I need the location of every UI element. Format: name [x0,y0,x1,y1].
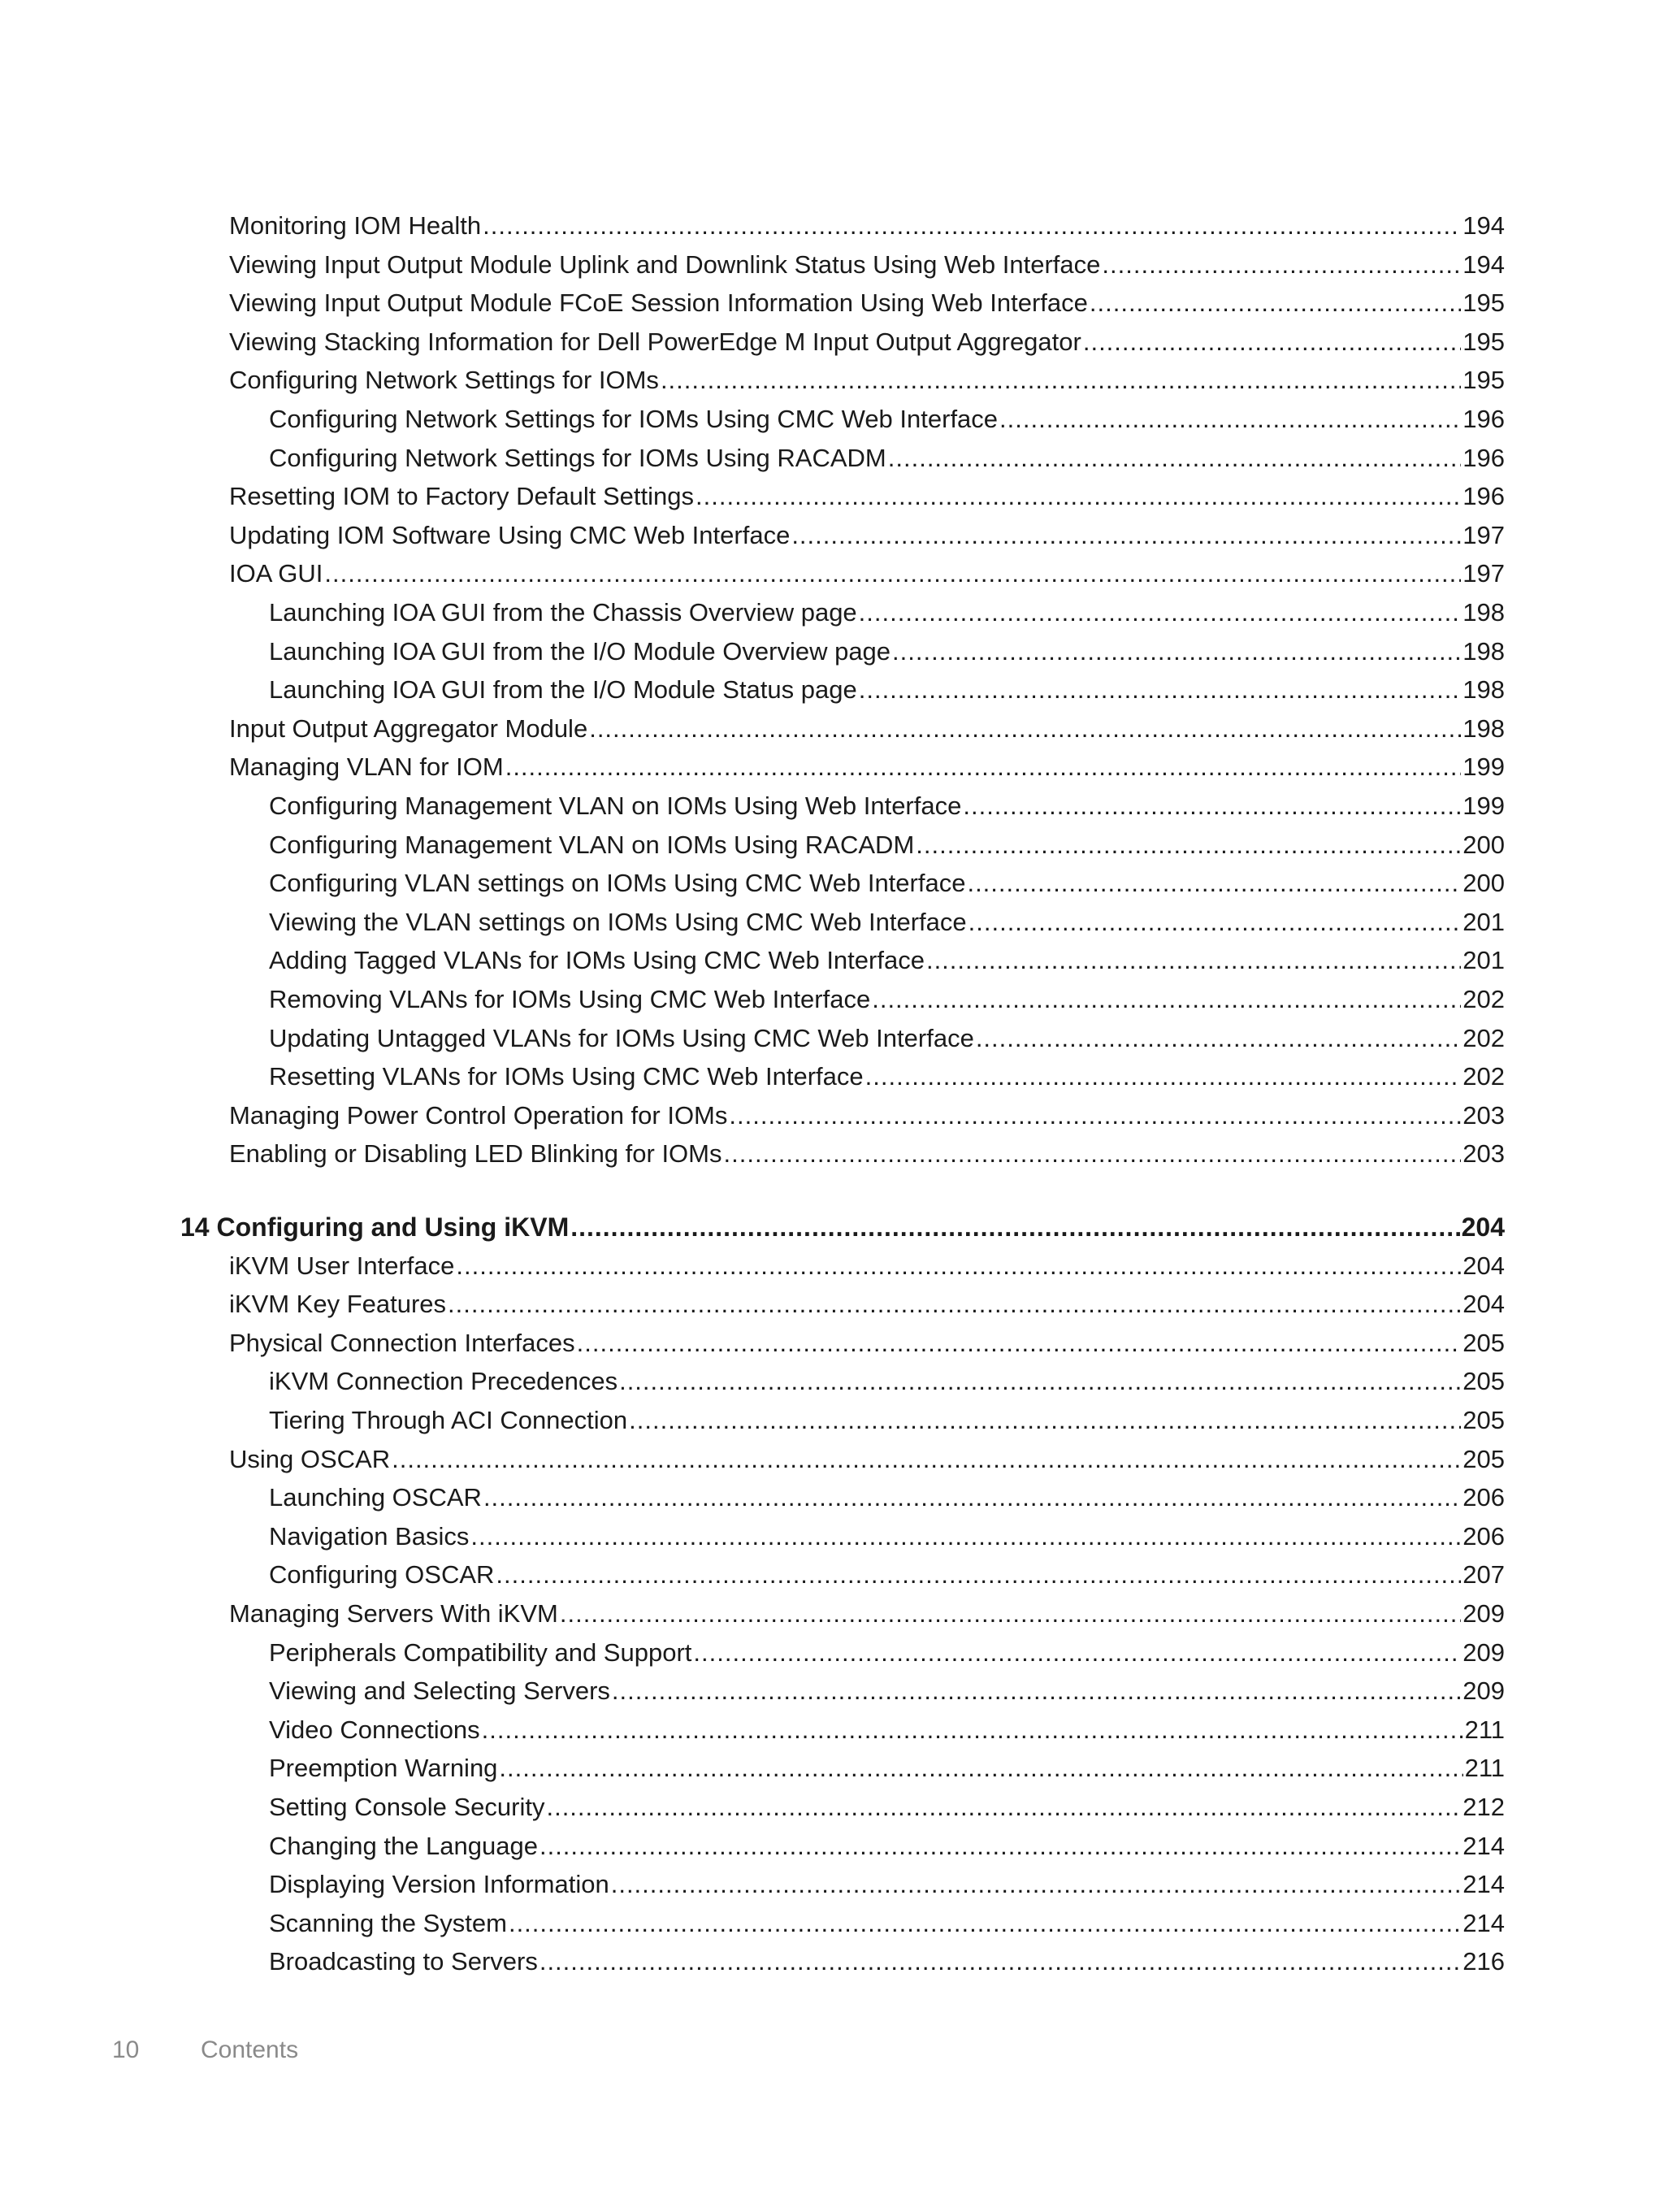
toc-entry-page: 197 [1462,521,1505,549]
toc-entry-page: 198 [1462,714,1505,743]
toc-entry-title: Managing Power Control Operation for IOMs [229,1101,728,1130]
toc-entry-title: Configuring Network Settings for IOMs Using RACADM [269,444,886,472]
dot-leader [577,1324,1462,1363]
toc-chapter-entry[interactable] [180,1208,1505,1247]
toc-entry-title: Launching IOA GUI from the I/O Module Overview page [269,637,891,666]
toc-entry[interactable] [269,1749,1505,1788]
toc-entry[interactable] [229,1096,1505,1135]
toc-entry-title: Configuring VLAN settings on IOMs Using CMC Web Interface [269,869,966,897]
toc-entry-page: 206 [1462,1483,1505,1512]
toc-entry-title: Preemption Warning [269,1754,498,1782]
toc-entry-title: Video Connections [269,1715,480,1744]
toc-entry-title: Configuring Network Settings for IOMs [229,366,659,394]
toc-entry-title: Launching IOA GUI from the Chassis Overview page [269,598,857,627]
dot-leader [963,787,1461,826]
dot-leader [865,1057,1462,1096]
dot-leader [967,864,1461,903]
toc-entry-title: Monitoring IOM Health [229,211,482,240]
toc-entry[interactable] [229,361,1505,400]
toc-entry-title: 14 Configuring and Using iKVM [180,1212,570,1242]
dot-leader [483,1478,1461,1517]
toc-entry-page: 195 [1462,366,1505,394]
toc-entry-title: Setting Console Security [269,1793,545,1821]
footer-section-label: Contents [201,2036,299,2063]
dot-leader [448,1285,1461,1324]
dot-leader [729,1096,1461,1135]
dot-leader [1083,323,1461,362]
toc-entry-title: Using OSCAR [229,1445,391,1473]
dot-leader [570,1208,1459,1247]
dot-leader [499,1749,1462,1788]
toc-entry-title: Removing VLANs for IOMs Using CMC Web Interface [269,985,871,1013]
toc-entry[interactable] [269,941,1505,980]
toc-entry[interactable] [269,864,1505,903]
dot-leader [724,1134,1462,1173]
toc-entry-page: 207 [1462,1560,1505,1589]
toc-entry-title: Enabling or Disabling LED Blinking for IOMs [229,1139,722,1168]
toc-entry[interactable] [269,1362,1505,1401]
toc-entry-title: Viewing Stacking Information for Dell PowerEdge M Input Output Aggregator [229,327,1081,356]
toc-entry-page: 198 [1462,598,1505,627]
toc-entry-title: Changing the Language [269,1832,538,1860]
toc-entry-title: iKVM Key Features [229,1290,447,1318]
dot-leader [968,903,1462,942]
toc-entry[interactable] [229,284,1505,323]
toc-entry-page: 199 [1462,792,1505,820]
toc-entry-page: 196 [1462,482,1505,510]
dot-leader [916,826,1461,865]
dot-leader [629,1401,1461,1440]
toc-entry-page: 214 [1462,1832,1505,1860]
toc-entry-page: 195 [1462,288,1505,317]
toc-entry[interactable] [269,1057,1505,1096]
toc-entry-page: 203 [1462,1101,1505,1130]
toc-entry-page: 214 [1462,1909,1505,1937]
dot-leader [859,593,1462,632]
toc-entry-title: Peripherals Compatibility and Support [269,1638,692,1667]
toc-entry-title: Managing Servers With iKVM [229,1599,558,1628]
toc-entry-page: 198 [1462,637,1505,666]
dot-leader [589,709,1461,748]
dot-leader [611,1865,1462,1904]
toc-entry-page: 205 [1462,1329,1505,1357]
toc-entry[interactable] [229,206,1505,245]
toc-entry-title: iKVM Connection Precedences [269,1367,618,1395]
dot-leader [619,1362,1461,1401]
toc-entry-page: 196 [1462,405,1505,433]
toc-entry-title: Input Output Aggregator Module [229,714,588,743]
toc-entry-page: 205 [1462,1445,1505,1473]
dot-leader [612,1672,1461,1711]
toc-entry-page: 194 [1462,250,1505,279]
toc-entry-title: Displaying Version Information [269,1870,609,1898]
toc-entry-title: Configuring OSCAR [269,1560,495,1589]
dot-leader [470,1517,1461,1556]
toc-entry-page: 203 [1462,1139,1505,1168]
toc-entry-page: 201 [1462,908,1505,936]
dot-leader [661,361,1461,400]
toc-entry[interactable] [229,477,1505,516]
dot-leader [392,1440,1461,1479]
toc-entry-page: 211 [1464,1754,1505,1782]
toc-entry[interactable] [229,1324,1505,1363]
dot-leader [560,1594,1461,1633]
footer-page-number: 10 [112,2036,140,2063]
toc-entry-title: Navigation Basics [269,1522,470,1551]
toc-entry[interactable] [229,323,1505,362]
toc-entry-page: 214 [1462,1870,1505,1898]
dot-leader [482,1711,1463,1750]
toc-entry-title: Configuring Network Settings for IOMs Using CMC Web Interface [269,405,999,433]
toc-entry-page: 209 [1462,1599,1505,1628]
toc-entry-title: iKVM User Interface [229,1251,455,1280]
toc-entry-title: Tiering Through ACI Connection [269,1406,628,1434]
dot-leader [540,1942,1461,1981]
toc-entry-page: 195 [1462,327,1505,356]
toc-entry-title: Scanning the System [269,1909,507,1937]
toc-entry-title: Adding Tagged VLANs for IOMs Using CMC Web Interface [269,946,925,974]
dot-leader [696,477,1461,516]
toc-entry[interactable] [269,439,1505,478]
toc-entry[interactable] [269,1827,1505,1866]
toc-entry-page: 201 [1462,946,1505,974]
toc-entry[interactable] [269,1865,1505,1904]
toc-entry-page: 216 [1462,1947,1505,1976]
toc-entry[interactable] [269,787,1505,826]
dot-leader [926,941,1461,980]
toc-entry[interactable] [269,400,1505,439]
toc-entry-title: IOA GUI [229,559,323,588]
toc-entry-page: 204 [1462,1290,1505,1318]
toc-entry[interactable] [229,1594,1505,1633]
toc-entry[interactable] [269,826,1505,865]
toc-entry-page: 196 [1462,444,1505,472]
toc-entry-title: Configuring Management VLAN on IOMs Using RACADM [269,831,915,859]
toc-entry[interactable] [269,903,1505,942]
toc-entry-title: Updating Untagged VLANs for IOMs Using CMC Web Interface [269,1024,974,1052]
toc-entry-page: 202 [1462,985,1505,1013]
toc-entry[interactable] [269,1904,1505,1943]
toc-entry[interactable] [269,632,1505,671]
toc-entry-page: 202 [1462,1062,1505,1091]
toc-entry-title: Configuring Management VLAN on IOMs Using Web Interface [269,792,962,820]
toc-entry[interactable] [269,980,1505,1019]
toc-entry-page: 194 [1462,211,1505,240]
toc-entry[interactable] [269,1672,1505,1711]
dot-leader [456,1247,1461,1286]
toc-entry[interactable] [229,1440,1505,1479]
dot-leader [509,1904,1461,1943]
toc-entry[interactable] [269,1517,1505,1556]
toc-entry[interactable] [229,554,1505,593]
toc-entry-page: 205 [1462,1406,1505,1434]
toc-entry[interactable] [229,748,1505,787]
dot-leader [859,670,1462,709]
toc-entry[interactable] [269,1711,1505,1750]
toc-entry-page: 200 [1462,831,1505,859]
dot-leader [483,206,1461,245]
toc-entry-page: 199 [1462,753,1505,781]
toc-entry-title: Viewing Input Output Module Uplink and Downlink Status Using Web Interface [229,250,1101,279]
dot-leader [888,439,1462,478]
toc-entry[interactable] [269,670,1505,709]
toc-entry[interactable] [269,1478,1505,1517]
dot-leader [693,1633,1461,1672]
toc-entry-page: 209 [1462,1638,1505,1667]
dot-leader [505,748,1462,787]
toc-entry-page: 209 [1462,1676,1505,1705]
dot-leader [892,632,1461,671]
toc-entry-title: Viewing and Selecting Servers [269,1676,610,1705]
toc-entry-page: 206 [1462,1522,1505,1551]
dot-leader [872,980,1461,1019]
dot-leader [496,1555,1461,1594]
toc-entry-page: 197 [1462,559,1505,588]
toc-entry-page: 202 [1462,1024,1505,1052]
toc-entry-page: 205 [1462,1367,1505,1395]
toc-entry-title: Updating IOM Software Using CMC Web Interface [229,521,791,549]
toc-entry-page: 204 [1461,1212,1505,1242]
toc-entry[interactable] [229,245,1505,284]
toc-entry[interactable] [229,1134,1505,1173]
toc-entry[interactable] [269,1942,1505,1981]
dot-leader [1090,284,1461,323]
dot-leader [540,1827,1461,1866]
dot-leader [546,1788,1461,1827]
toc-entry-title: Launching IOA GUI from the I/O Module Status page [269,675,857,704]
toc-entry[interactable] [229,516,1505,555]
toc-entry[interactable] [269,1555,1505,1594]
toc-entry[interactable] [269,1633,1505,1672]
toc-entry-page: 198 [1462,675,1505,704]
toc-entry[interactable] [229,1247,1505,1286]
toc-entry-title: Managing VLAN for IOM [229,753,504,781]
toc-entry-page: 204 [1462,1251,1505,1280]
toc-entry[interactable] [269,593,1505,632]
toc-entry-title: Resetting VLANs for IOMs Using CMC Web Interface [269,1062,864,1091]
toc-entry[interactable] [269,1788,1505,1827]
dot-leader [999,400,1461,439]
toc-entry[interactable] [229,1285,1505,1324]
toc-entry-title: Viewing Input Output Module FCoE Session Information Using Web Interface [229,288,1088,317]
dot-leader [976,1019,1461,1058]
toc-entry-page: 212 [1462,1793,1505,1821]
toc-entry-title: Viewing the VLAN settings on IOMs Using CMC Web Interface [269,908,967,936]
dot-leader [324,554,1461,593]
toc-entry-title: Physical Connection Interfaces [229,1329,575,1357]
toc-entry-title: Broadcasting to Servers [269,1947,538,1976]
dot-leader [791,516,1461,555]
toc-entry[interactable] [269,1401,1505,1440]
toc-entry[interactable] [229,709,1505,748]
dot-leader [1102,245,1461,284]
toc-entry[interactable] [269,1019,1505,1058]
toc-entry-title: Resetting IOM to Factory Default Settings [229,482,695,510]
toc-entry-title: Launching OSCAR [269,1483,482,1512]
toc-entry-page: 200 [1462,869,1505,897]
toc-entry-page: 211 [1464,1715,1505,1744]
